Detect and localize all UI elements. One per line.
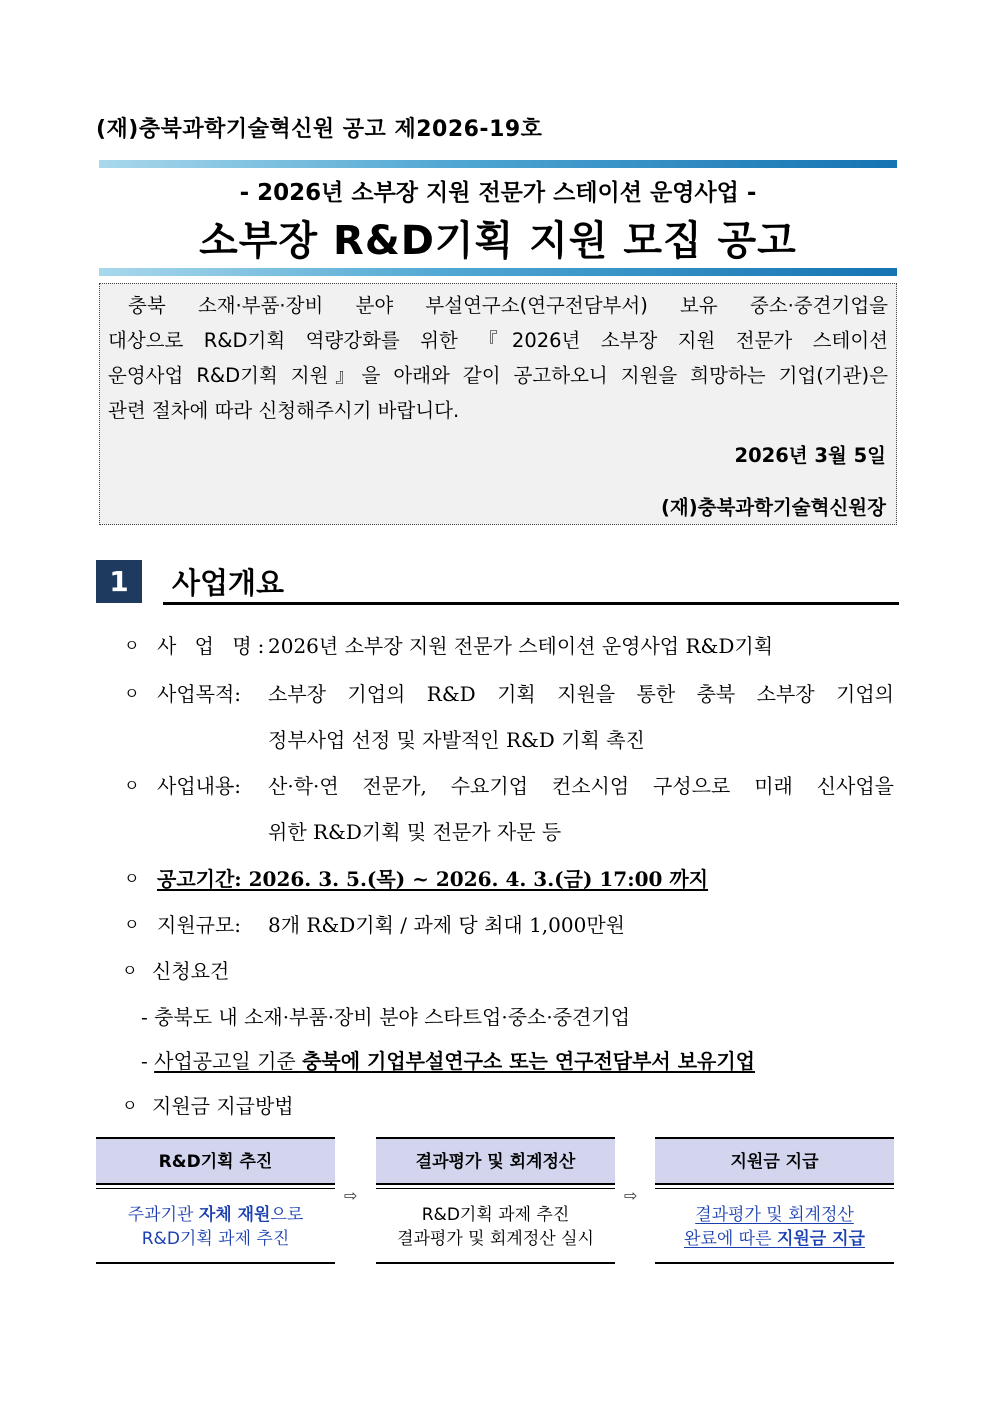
flow-step-1-body <box>96 1190 335 1264</box>
flow-step-2-line1: R&D기획 과제 추진 <box>421 1205 570 1225</box>
item-purpose-label: 사업목적: <box>157 682 242 706</box>
item-name-label: 사 업 명: <box>157 634 271 658</box>
flow-divider <box>655 1185 894 1189</box>
item-purpose-line1: 소부장 기업의 R&D 기획 지원을 통한 충북 소부장 기업의 <box>268 682 894 706</box>
flow-step-2-head: 결과평가 및 회계정산 <box>376 1137 615 1185</box>
intro-date: 2026년 3월 5일 <box>734 444 886 467</box>
flow-step-1-head: R&D기획 추진 <box>96 1137 335 1185</box>
req-line-2-text <box>154 1049 755 1073</box>
intro-text <box>108 288 888 428</box>
item-content-line2: 위한 R&D기획 및 전문가 자문 등 <box>268 820 562 844</box>
title-bar-bottom <box>99 268 897 276</box>
flow-step-1 <box>96 1137 335 1266</box>
intro-line-3: 운영사업 R&D기획 지원』을 아래와 같이 공고하오니 지원을 희망하는 기업(기관)은 <box>108 364 888 387</box>
item-purpose-line2: 정부사업 선정 및 자발적인 R&D 기획 촉진 <box>268 728 645 752</box>
notice-number: (재)충북과학기술혁신원 공고 제2026-19호 <box>96 117 543 142</box>
bullet: ㅇ <box>122 1096 138 1115</box>
flow-text: 완료에 따른 <box>684 1229 777 1249</box>
flow-step-3-body <box>655 1190 894 1264</box>
req-line-2-dash: - <box>141 1049 148 1073</box>
bullet: ㅇ <box>124 915 140 934</box>
req-line-1: - 충북도 내 소재·부품·장비 분야 스타트업·중소·중견기업 <box>141 1005 631 1029</box>
req-line-2-bold: 충북에 기업부설연구소 또는 연구전담부서 보유기업 <box>302 1049 755 1073</box>
flow-step-1-line2: R&D기획 과제 추진 <box>141 1229 290 1249</box>
bullet: ㅇ <box>124 776 140 795</box>
page-title: 소부장 R&D기획 지원 모집 공고 <box>199 218 797 264</box>
intro-box <box>99 283 897 525</box>
bullet: ㅇ <box>124 869 140 888</box>
flow-step-3 <box>655 1137 894 1266</box>
bullet: ㅇ <box>124 684 140 703</box>
flow-divider <box>96 1185 335 1189</box>
section-title: 사업개요 <box>172 566 285 600</box>
flow-divider <box>376 1185 615 1189</box>
flow-step-1-line1 <box>96 1203 335 1227</box>
item-scale-value: 8개 R&D기획 / 과제 당 최대 1,000만원 <box>268 913 625 937</box>
flow-step-3-line1: 결과평가 및 회계정산 <box>695 1205 854 1225</box>
req-line-2-pre: 사업공고일 기준 <box>154 1049 303 1073</box>
title-bar-top <box>99 160 897 168</box>
flow-step-3-head: 지원금 지급 <box>655 1137 894 1185</box>
flow-text: 주과기관 <box>127 1205 199 1225</box>
item-period-text: 공고기간: 2026. 3. 5.(목) ~ 2026. 4. 3.(금) 17:00 까지 <box>157 867 709 891</box>
flow-text: 으로 <box>270 1205 304 1225</box>
arrow-right-icon: ⇨ <box>624 1186 638 1205</box>
item-payment-label: 지원금 지급방법 <box>152 1094 294 1118</box>
subtitle: - 2026년 소부장 지원 전문가 스테이션 운영사업 - <box>239 180 757 206</box>
flow-step-2-line2: 결과평가 및 회계정산 실시 <box>397 1229 594 1249</box>
intro-line-2: 대상으로 R&D기획 역량강화를 위한 『2026년 소부장 지원 전문가 스테이션 <box>108 329 888 352</box>
item-content-label: 사업내용: <box>157 774 242 798</box>
req-line-2 <box>141 1045 755 1074</box>
item-name-value: 2026년 소부장 지원 전문가 스테이션 운영사업 R&D기획 <box>268 634 774 658</box>
flow-step-3-line2 <box>655 1227 894 1251</box>
item-content-line1: 산·학·연 전문가, 수요기업 컨소시엄 구성으로 미래 신사업을 <box>268 774 894 798</box>
intro-issuer: (재)충북과학기술혁신원장 <box>660 496 886 519</box>
section-rule <box>163 602 899 605</box>
intro-line-1: 충북 소재·부품·장비 분야 부설연구소(연구전담부서) 보유 중소·중견기업을 <box>128 294 888 317</box>
flow-text-bold: 지원금 지급 <box>776 1229 865 1249</box>
item-scale-label: 지원규모: <box>157 913 242 937</box>
flow-step-2 <box>376 1137 615 1266</box>
item-req-label: 신청요건 <box>152 959 230 983</box>
flow-step-2-body <box>376 1190 615 1264</box>
flow-text-bold: 자체 재원 <box>198 1205 271 1225</box>
arrow-right-icon: ⇨ <box>344 1186 358 1205</box>
section-number: 1 <box>96 560 142 603</box>
bullet: ㅇ <box>122 961 138 980</box>
intro-line-4: 관련 절차에 따라 신청해주시기 바랍니다. <box>108 399 460 422</box>
bullet: ㅇ <box>124 636 140 655</box>
